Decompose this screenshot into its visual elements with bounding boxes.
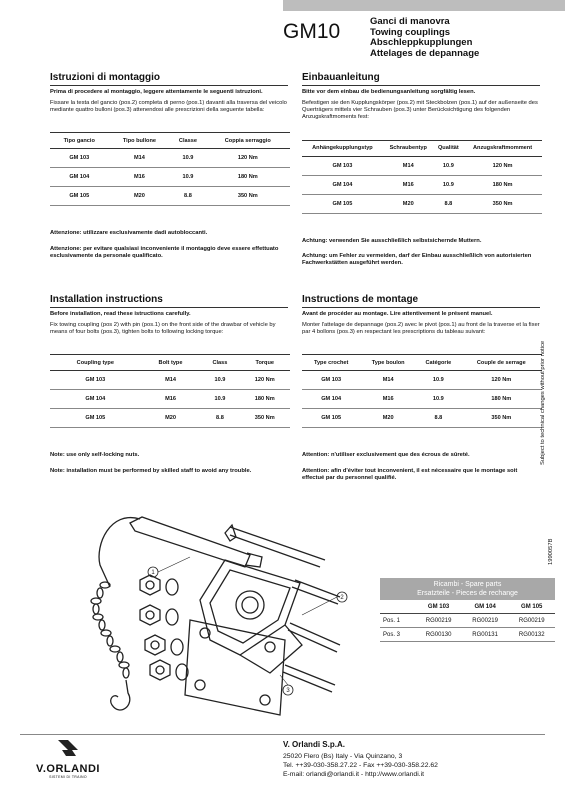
spare-col-2: GM 104 xyxy=(462,600,509,614)
safety-chain xyxy=(91,582,129,678)
table-header: Couple de serrage xyxy=(461,355,542,371)
table-row xyxy=(302,390,542,409)
table-cell: 10.9 xyxy=(416,371,461,390)
table-cell: M14 xyxy=(360,371,416,390)
side-disclaimer: Subject to technical changes without prior notice xyxy=(540,340,546,465)
section-lead: Avant de procéder au montage. Lire attentivement le présent manuel. xyxy=(302,311,493,317)
table-cell: 350 Nm xyxy=(461,409,542,428)
title-fr: Attelages de depannage xyxy=(370,47,480,59)
table-header: Tipo gancio xyxy=(50,133,109,149)
table-row xyxy=(50,409,290,428)
model-title: GM10 xyxy=(283,20,341,43)
nuts-and-washers xyxy=(140,575,188,680)
section-title: Istruzioni di montaggio xyxy=(50,72,160,83)
callout-2: 2 xyxy=(340,595,344,601)
section-lead: Bitte vor dem einbau die bedienungsanleitung sorgfältig lesen. xyxy=(302,89,476,95)
table-row xyxy=(50,187,290,206)
spare-cell: RG00130 xyxy=(415,628,462,642)
company-phone: Tel. ++39-030-358.27.22 - Fax ++39-030-358.22.62 xyxy=(283,762,438,769)
section-note: Attention: afin d'éviter tout inconvenient, il est nécessaire que le montage soit effectué par du personnel qualifié. xyxy=(302,467,518,481)
table-cell: 180 Nm xyxy=(206,168,290,187)
section-english xyxy=(50,294,288,483)
table-cell: 180 Nm xyxy=(239,390,290,409)
section-text: Fissare la testa del gancio (pos.2) completa di perno (pos.1) davanti alla traversa del veicolo mediante quattro bulloni (pos.3) attenendosi alle prescrizioni della seguente tabella: xyxy=(50,100,287,114)
table-cell: 10.9 xyxy=(170,168,205,187)
table-row xyxy=(50,149,290,168)
section-rule xyxy=(50,85,288,86)
table-cell: M14 xyxy=(383,156,434,175)
table-header: Coupling type xyxy=(50,355,141,371)
spare-cell: RG00219 xyxy=(415,614,462,628)
table-cell: GM 104 xyxy=(302,390,360,409)
section-note: Attenzione: utilizzare esclusivamente dadi autobloccanti. xyxy=(50,230,208,237)
table-cell: 10.9 xyxy=(200,390,239,409)
table-cell: 350 Nm xyxy=(206,187,290,206)
torque-table xyxy=(302,354,542,428)
table-cell: GM 103 xyxy=(302,156,383,175)
table-cell: M16 xyxy=(360,390,416,409)
company-contacts xyxy=(283,752,438,779)
table-cell: 10.9 xyxy=(434,175,463,194)
spare-col-0 xyxy=(380,600,415,614)
table-cell: GM 105 xyxy=(302,409,360,428)
table-cell: M20 xyxy=(141,409,201,428)
section-title: Instructions de montage xyxy=(302,294,419,305)
table-row xyxy=(50,371,290,390)
callout-1: 1 xyxy=(151,570,155,576)
table-cell: M16 xyxy=(141,390,201,409)
table-cell: GM 103 xyxy=(50,149,109,168)
spare-row xyxy=(380,628,555,642)
section-text: Befestigen sie den Kupplungskörper (pos.2) mit Steckbolzen (pos.1) auf der außenseite des Querträgers mittels vier Schrauben (pos.3) unter Berücksichtigung des folgenden Anzugskraftmoments fest: xyxy=(302,100,538,121)
table-cell: 180 Nm xyxy=(461,390,542,409)
table-cell: GM 105 xyxy=(302,194,383,213)
title-en: Towing couplings xyxy=(370,26,451,38)
table-cell: 350 Nm xyxy=(463,194,542,213)
table-cell: M14 xyxy=(141,371,201,390)
title-it: Ganci di manovra xyxy=(370,16,450,27)
table-header: Type boulon xyxy=(360,355,416,371)
table-cell: GM 104 xyxy=(50,390,141,409)
logo-mark-icon xyxy=(28,738,108,758)
section-italian xyxy=(50,72,288,268)
spare-cell: RG00131 xyxy=(462,628,509,642)
callout-3: 3 xyxy=(286,688,290,694)
table-cell: 8.8 xyxy=(434,194,463,213)
table-cell: M20 xyxy=(109,187,171,206)
spare-parts-table xyxy=(380,578,555,642)
table-row xyxy=(302,194,542,213)
table-header: Bolt type xyxy=(141,355,201,371)
table-cell: GM 103 xyxy=(50,371,141,390)
logo-name: V.ORLANDI xyxy=(36,763,100,775)
spare-cell: RG00219 xyxy=(508,614,555,628)
spare-title-1: Ricambi - Spare parts xyxy=(433,581,502,588)
spare-col-3: GM 105 xyxy=(508,600,555,614)
company-logo xyxy=(28,738,108,779)
section-note: Attention: n'utiliser exclusivement que des écrous de sûreté. xyxy=(302,452,470,459)
torque-table xyxy=(50,354,290,428)
table-row xyxy=(302,371,542,390)
table-row xyxy=(302,409,542,428)
spare-cell: Pos. 1 xyxy=(380,614,415,628)
table-cell: 8.8 xyxy=(170,187,205,206)
table-header: Torque xyxy=(239,355,290,371)
table-cell: M20 xyxy=(383,194,434,213)
product-titles xyxy=(370,17,479,59)
table-header: Tipo bullone xyxy=(109,133,171,149)
section-title: Installation instructions xyxy=(50,294,163,305)
table-row xyxy=(50,390,290,409)
table-cell: GM 105 xyxy=(50,187,109,206)
table-row xyxy=(302,156,542,175)
torque-table xyxy=(50,132,290,206)
table-row xyxy=(50,168,290,187)
table-cell: 350 Nm xyxy=(239,409,290,428)
section-lead: Prima di procedere al montaggio, leggere attentamente le seguenti istruzioni. xyxy=(50,89,263,95)
table-cell: 180 Nm xyxy=(463,175,542,194)
section-text: Fix towing coupling (pos 2) with pin (pos.1) on the front side of the drawbar of vehicle by means of four bolts (pos.3), tighten bolts to following locking torque: xyxy=(50,322,276,336)
section-rule xyxy=(302,307,540,308)
section-french xyxy=(302,294,540,490)
section-lead: Before installation, read these istructions carefully. xyxy=(50,311,191,317)
table-cell: 10.9 xyxy=(416,390,461,409)
table-cell: GM 105 xyxy=(50,409,141,428)
table-header: Type crochet xyxy=(302,355,360,371)
spare-col-1: GM 103 xyxy=(415,600,462,614)
company-name: V. Orlandi S.p.A. xyxy=(283,740,345,749)
section-text: Monter l'attelage de depannage (pos.2) avec le pivot (pos.1) au front de la traverse et la fixer par 4 bollons (pos.3) en respectant les prescriptions du tableau suivant: xyxy=(302,322,540,336)
spare-cell: Pos. 3 xyxy=(380,628,415,642)
section-note: Note: installation must be performed by skilled staff to avoid any trouble. xyxy=(50,467,252,474)
section-rule xyxy=(50,307,288,308)
table-header: Anzugskraftmomment xyxy=(463,140,542,156)
table-header: Schraubentyp xyxy=(383,140,434,156)
table-cell: 120 Nm xyxy=(461,371,542,390)
section-title: Einbauanleitung xyxy=(302,72,380,83)
spare-row xyxy=(380,614,555,628)
spare-title-2: Ersatzteile - Pieces de rechange xyxy=(417,590,518,597)
table-cell: M16 xyxy=(109,168,171,187)
table-cell: GM 103 xyxy=(302,371,360,390)
section-note: Note: use only self-locking nuts. xyxy=(50,452,140,459)
table-header: Qualität xyxy=(434,140,463,156)
table-cell: M14 xyxy=(109,149,171,168)
section-note: Achtung: verwenden Sie ausschließlich selbstsichernde Muttern. xyxy=(302,237,482,244)
logo-subtitle: SISTEMI DI TRAINO xyxy=(49,775,87,779)
exploded-view-drawing xyxy=(40,505,370,730)
coupling-body xyxy=(200,560,302,673)
table-header: Class xyxy=(200,355,239,371)
s-hook xyxy=(111,680,130,710)
spare-cell: RG00219 xyxy=(462,614,509,628)
section-german xyxy=(302,72,540,275)
table-cell: 8.8 xyxy=(200,409,239,428)
section-note: Attenzione: per evitare qualsiasi inconveniente il montaggio deve essere effettuato esclusivamente da personale qualificato. xyxy=(50,245,279,259)
torque-table xyxy=(302,140,542,214)
company-email: E-mail: orlandi@orlandi.it - http://www.orlandi.it xyxy=(283,771,425,778)
table-cell: GM 104 xyxy=(302,175,383,194)
table-cell: M16 xyxy=(383,175,434,194)
table-header: Catégorie xyxy=(416,355,461,371)
table-cell: 8.8 xyxy=(416,409,461,428)
title-de: Abschleppkupplungen xyxy=(370,37,473,48)
table-cell: 120 Nm xyxy=(206,149,290,168)
spare-cell: RG00132 xyxy=(508,628,555,642)
table-header: Coppia serraggio xyxy=(206,133,290,149)
table-cell: 120 Nm xyxy=(239,371,290,390)
spare-parts-header xyxy=(380,578,555,600)
header-bar xyxy=(283,0,565,11)
table-row xyxy=(302,175,542,194)
table-cell: 120 Nm xyxy=(463,156,542,175)
company-address: 25020 Flero (Bs) Italy - Via Quinzano, 3 xyxy=(283,753,403,760)
table-cell: 10.9 xyxy=(200,371,239,390)
table-cell: 10.9 xyxy=(170,149,205,168)
table-cell: GM 104 xyxy=(50,168,109,187)
table-cell: M20 xyxy=(360,409,416,428)
table-cell: 10.9 xyxy=(434,156,463,175)
table-header: Anhängekupplungstyp xyxy=(302,140,383,156)
table-header: Classe xyxy=(170,133,205,149)
footer-divider xyxy=(20,734,545,735)
section-note: Achtung: um Fehler zu vermeiden, darf der Einbau ausschließlich von autorisierten Fachwerkstätten ausgeführt werden. xyxy=(302,252,532,267)
document-code: 1990057B xyxy=(548,538,554,565)
section-rule xyxy=(302,85,540,86)
